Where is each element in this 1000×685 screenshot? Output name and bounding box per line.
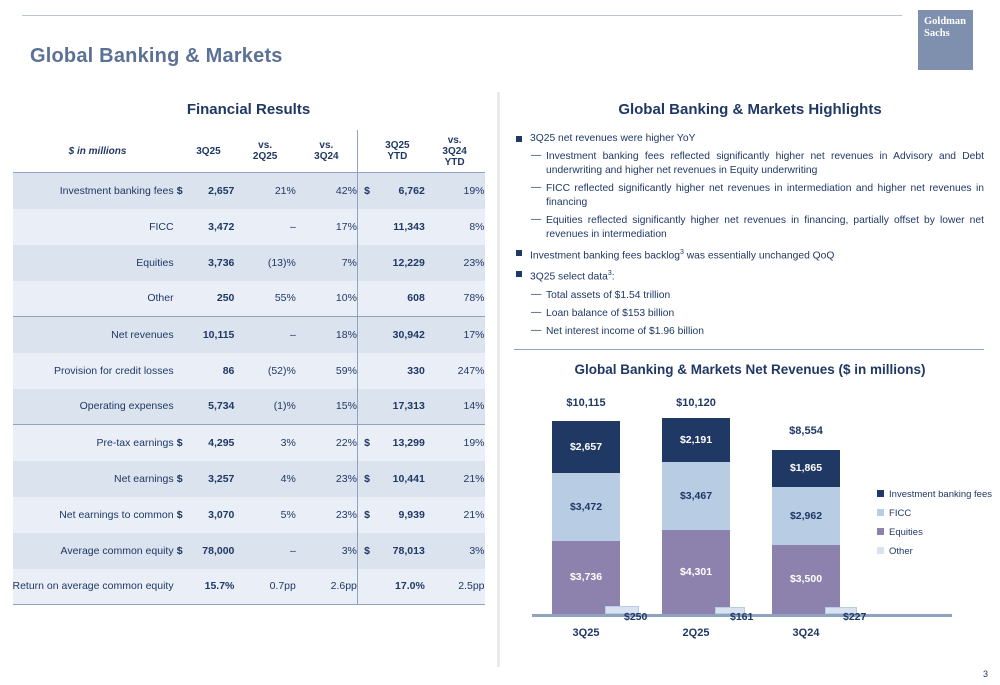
dash-bullet-icon: —: [531, 306, 542, 318]
bar-segment-ficc: $2,962: [772, 487, 840, 545]
row-currency: $: [174, 425, 183, 461]
row-currency-ytd: $: [357, 533, 370, 569]
row-value-vs-2q25: (52)%: [234, 353, 295, 389]
row-value-ytd: 608: [370, 281, 425, 317]
row-label: Net earnings: [13, 461, 174, 497]
legend-swatch-icon: [877, 490, 884, 497]
col-header-3q25: 3Q25: [196, 145, 221, 157]
row-value-vs-3q24: 18%: [296, 317, 358, 353]
row-currency-ytd: $: [357, 425, 370, 461]
highlight-text: Net interest income of $1.96 billion: [546, 325, 704, 337]
row-value-vs-3q24: 23%: [296, 497, 358, 533]
highlight-sub-bullet: [514, 307, 984, 321]
logo-line-2: Sachs: [924, 27, 950, 39]
row-value-vs-ytd: 23%: [425, 245, 485, 281]
bar-segment-investment-banking-fees: $1,865: [772, 450, 840, 487]
table-row: [13, 173, 485, 209]
bar-total-label: $8,554: [789, 424, 823, 437]
row-currency-ytd: $: [357, 497, 370, 533]
x-axis-label-2q25: 2Q25: [682, 626, 710, 639]
footnote-marker: 3: [679, 249, 684, 256]
row-value-vs-3q24: 3%: [296, 533, 358, 569]
bar-segment-ficc: $3,467: [662, 462, 730, 530]
table-row: [13, 353, 485, 389]
row-currency-ytd: [357, 389, 370, 425]
bar-other-label: $227: [843, 610, 867, 623]
row-value-3q25: 3,257: [183, 461, 235, 497]
square-bullet-icon: [516, 250, 522, 256]
row-label: Equities: [13, 245, 174, 281]
highlight-sub-bullet: [514, 325, 984, 339]
table-row: [13, 317, 485, 353]
highlight-text: Loan balance of $153 billion: [546, 307, 675, 319]
page-title: Global Banking & Markets: [30, 45, 283, 67]
dash-bullet-icon: —: [531, 214, 542, 225]
legend-item-equities: [877, 523, 992, 542]
legend-label: Other: [889, 545, 913, 557]
row-value-vs-3q24: 10%: [296, 281, 358, 317]
legend-swatch-icon: [877, 509, 884, 516]
row-value-ytd: 9,939: [370, 497, 425, 533]
row-currency-ytd: [357, 245, 370, 281]
highlights-list: [514, 132, 984, 339]
bar-segment-investment-banking-fees: $2,657: [552, 421, 620, 473]
row-value-vs-2q25: (13)%: [234, 245, 295, 281]
row-value-ytd: 13,299: [370, 425, 425, 461]
row-currency: [174, 209, 183, 245]
legend-swatch-icon: [877, 547, 884, 554]
legend-item-investment-banking-fees: [877, 485, 992, 504]
col-header-vs-2q25: vs. 2Q25: [252, 140, 278, 162]
dash-bullet-icon: —: [531, 324, 542, 336]
row-value-vs-3q24: 7%: [296, 245, 358, 281]
bar-segment-equities: $3,736: [552, 541, 620, 614]
row-label: Average common equity: [13, 533, 174, 569]
bar-segment-ficc: $3,472: [552, 473, 620, 541]
highlights-title: Global Banking & Markets Highlights: [618, 101, 882, 118]
net-revenues-chart: [500, 383, 1000, 653]
row-label: Investment banking fees: [13, 173, 174, 209]
row-currency-ytd: [357, 569, 370, 605]
row-value-vs-2q25: 5%: [234, 497, 295, 533]
x-axis-label-3q24: 3Q24: [792, 626, 820, 639]
row-value-ytd: 10,441: [370, 461, 425, 497]
row-value-vs-2q25: –: [234, 533, 295, 569]
row-currency: [174, 569, 183, 605]
row-value-vs-3q24: 15%: [296, 389, 358, 425]
bar-group-2q25: [662, 418, 730, 614]
row-value-3q25: 15.7%: [183, 569, 235, 605]
row-label: Pre-tax earnings: [13, 425, 174, 461]
table-row: [13, 209, 485, 245]
row-value-vs-2q25: 21%: [234, 173, 295, 209]
row-value-ytd: 30,942: [370, 317, 425, 353]
row-value-vs-3q24: 17%: [296, 209, 358, 245]
legend-swatch-icon: [877, 528, 884, 535]
row-currency: $: [174, 497, 183, 533]
row-value-vs-2q25: –: [234, 209, 295, 245]
row-currency-ytd: [357, 353, 370, 389]
chart-title: Global Banking & Markets Net Revenues ($ in millions): [574, 361, 926, 377]
chart-legend: [877, 485, 992, 561]
row-value-ytd: 11,343: [370, 209, 425, 245]
table-row: [13, 389, 485, 425]
bar-group-3q24: [772, 450, 840, 614]
header-divider: [22, 15, 902, 16]
row-value-vs-2q25: 0.7pp: [234, 569, 295, 605]
row-value-3q25: 86: [183, 353, 235, 389]
row-value-vs-ytd: 3%: [425, 533, 485, 569]
section-divider: [514, 349, 984, 350]
col-header-vs-3q24-ytd: vs. 3Q24 YTD: [442, 134, 467, 168]
highlight-text: 3Q25 net revenues were higher YoY: [530, 133, 696, 144]
row-value-vs-ytd: 14%: [425, 389, 485, 425]
highlight-bullet: [514, 246, 984, 263]
row-value-vs-3q24: 2.6pp: [296, 569, 358, 605]
highlight-text-pre: 3Q25 select data: [530, 271, 608, 283]
highlight-sub-bullet: [514, 150, 984, 178]
row-value-vs-2q25: 3%: [234, 425, 295, 461]
footnote-marker: 3: [607, 270, 612, 278]
row-value-vs-3q24: 59%: [296, 353, 358, 389]
row-value-3q25: 3,736: [183, 245, 235, 281]
row-value-vs-3q24: 23%: [296, 461, 358, 497]
bar-segment-equities: $3,500: [772, 545, 840, 614]
row-value-3q25: 3,472: [183, 209, 235, 245]
page-number: 3: [982, 669, 988, 679]
highlight-bullet: [514, 132, 984, 146]
row-label: Net earnings to common: [13, 497, 174, 533]
row-label: Net revenues: [13, 317, 174, 353]
dash-bullet-icon: —: [531, 150, 542, 161]
bar-segment-investment-banking-fees: $2,191: [662, 418, 730, 462]
bar-segment-equities: $4,301: [662, 530, 730, 614]
row-currency-ytd: $: [357, 461, 370, 497]
row-value-3q25: 10,115: [183, 317, 235, 353]
row-currency-ytd: [357, 209, 370, 245]
highlights-panel: [500, 92, 1000, 667]
row-currency: [174, 389, 183, 425]
units-note: $ in millions: [68, 145, 127, 157]
square-bullet-icon: [516, 271, 522, 277]
table-row: [13, 533, 485, 569]
dash-bullet-icon: —: [531, 288, 542, 300]
row-value-vs-2q25: 55%: [234, 281, 295, 317]
row-label: Operating expenses: [13, 389, 174, 425]
row-value-vs-ytd: 2.5pp: [425, 569, 485, 605]
row-currency: [174, 245, 183, 281]
table-row: [13, 245, 485, 281]
highlight-text: Equities reflected significantly higher net revenues in financing, partially offset by lower net revenues in intermediation: [546, 215, 984, 240]
row-value-vs-ytd: 19%: [425, 173, 485, 209]
row-value-3q25: 250: [183, 281, 235, 317]
row-label: Return on average common equity: [13, 569, 174, 605]
col-header-vs-3q24: vs. 3Q24: [314, 140, 339, 162]
row-currency: $: [174, 173, 183, 209]
dash-bullet-icon: —: [531, 182, 542, 193]
row-value-vs-2q25: 4%: [234, 461, 295, 497]
row-currency: $: [174, 461, 183, 497]
row-value-ytd: 17.0%: [370, 569, 425, 605]
row-value-vs-2q25: (1)%: [234, 389, 295, 425]
financial-results-panel: [0, 92, 497, 667]
table-header-row: [13, 130, 485, 173]
legend-label: Investment banking fees: [889, 488, 992, 500]
highlight-bullet: [514, 267, 984, 284]
row-value-vs-ytd: 78%: [425, 281, 485, 317]
row-currency: $: [174, 533, 183, 569]
row-value-3q25: 3,070: [183, 497, 235, 533]
row-label: Provision for credit losses: [13, 353, 174, 389]
col-header-spacer: [357, 130, 370, 173]
bar-total-label: $10,120: [676, 396, 716, 409]
row-currency-ytd: $: [357, 173, 370, 209]
row-value-ytd: 6,762: [370, 173, 425, 209]
row-label: FICC: [13, 209, 174, 245]
highlight-text: Total assets of $1.54 trillion: [546, 289, 671, 301]
row-currency: [174, 317, 183, 353]
row-value-3q25: 5,734: [183, 389, 235, 425]
row-value-3q25: 78,000: [183, 533, 235, 569]
x-axis-label-3q25: 3Q25: [572, 626, 600, 639]
highlight-sub-bullet: [514, 182, 984, 210]
table-row: [13, 569, 485, 605]
row-value-ytd: 12,229: [370, 245, 425, 281]
row-value-vs-ytd: 21%: [425, 461, 485, 497]
logo-line-1: Goldman: [924, 16, 967, 27]
row-value-vs-ytd: 17%: [425, 317, 485, 353]
row-value-vs-ytd: 21%: [425, 497, 485, 533]
legend-label: FICC: [889, 507, 912, 519]
row-currency-ytd: [357, 317, 370, 353]
row-value-vs-ytd: 8%: [425, 209, 485, 245]
highlight-text: Investment banking fees reflected significantly higher net revenues in Advisory and Debt underwriting and higher net revenues in Equity underwriting: [546, 151, 984, 176]
row-value-vs-3q24: 42%: [296, 173, 358, 209]
row-currency: [174, 353, 183, 389]
row-value-ytd: 330: [370, 353, 425, 389]
highlight-text-post: :: [611, 271, 615, 283]
row-value-vs-ytd: 247%: [425, 353, 485, 389]
table-row: [13, 497, 485, 533]
row-value-3q25: 4,295: [183, 425, 235, 461]
table-row: [13, 461, 485, 497]
highlight-text-post: was essentially unchanged QoQ: [683, 250, 835, 262]
financial-results-table: [13, 130, 485, 605]
legend-label: Equities: [889, 526, 923, 538]
bar-group-3q25: [552, 421, 620, 614]
row-value-3q25: 2,657: [183, 173, 235, 209]
highlight-text: FICC reflected significantly higher net revenues in intermediation and higher net revenues in financing: [546, 183, 984, 208]
highlight-text-pre: Investment banking fees backlog: [530, 250, 680, 262]
table-row: [13, 425, 485, 461]
col-header-3q25-ytd: 3Q25 YTD: [385, 140, 410, 162]
row-currency: [174, 281, 183, 317]
highlight-sub-bullet: [514, 289, 984, 303]
row-currency-ytd: [357, 281, 370, 317]
legend-item-other: [877, 542, 992, 561]
highlight-sub-bullet: [514, 214, 984, 242]
row-value-vs-3q24: 22%: [296, 425, 358, 461]
slide-header: [0, 0, 1000, 93]
square-bullet-icon: [516, 136, 522, 142]
row-value-ytd: 17,313: [370, 389, 425, 425]
row-value-vs-2q25: –: [234, 317, 295, 353]
bar-other-label: $250: [624, 610, 648, 623]
goldman-sachs-logo: [918, 10, 973, 70]
legend-item-ficc: [877, 504, 992, 523]
row-value-ytd: 78,013: [370, 533, 425, 569]
bar-other-label: $161: [730, 610, 754, 623]
row-label: Other: [13, 281, 174, 317]
bar-total-label: $10,115: [566, 396, 606, 409]
financial-results-title: Financial Results: [186, 101, 311, 118]
row-value-vs-ytd: 19%: [425, 425, 485, 461]
table-row: [13, 281, 485, 317]
